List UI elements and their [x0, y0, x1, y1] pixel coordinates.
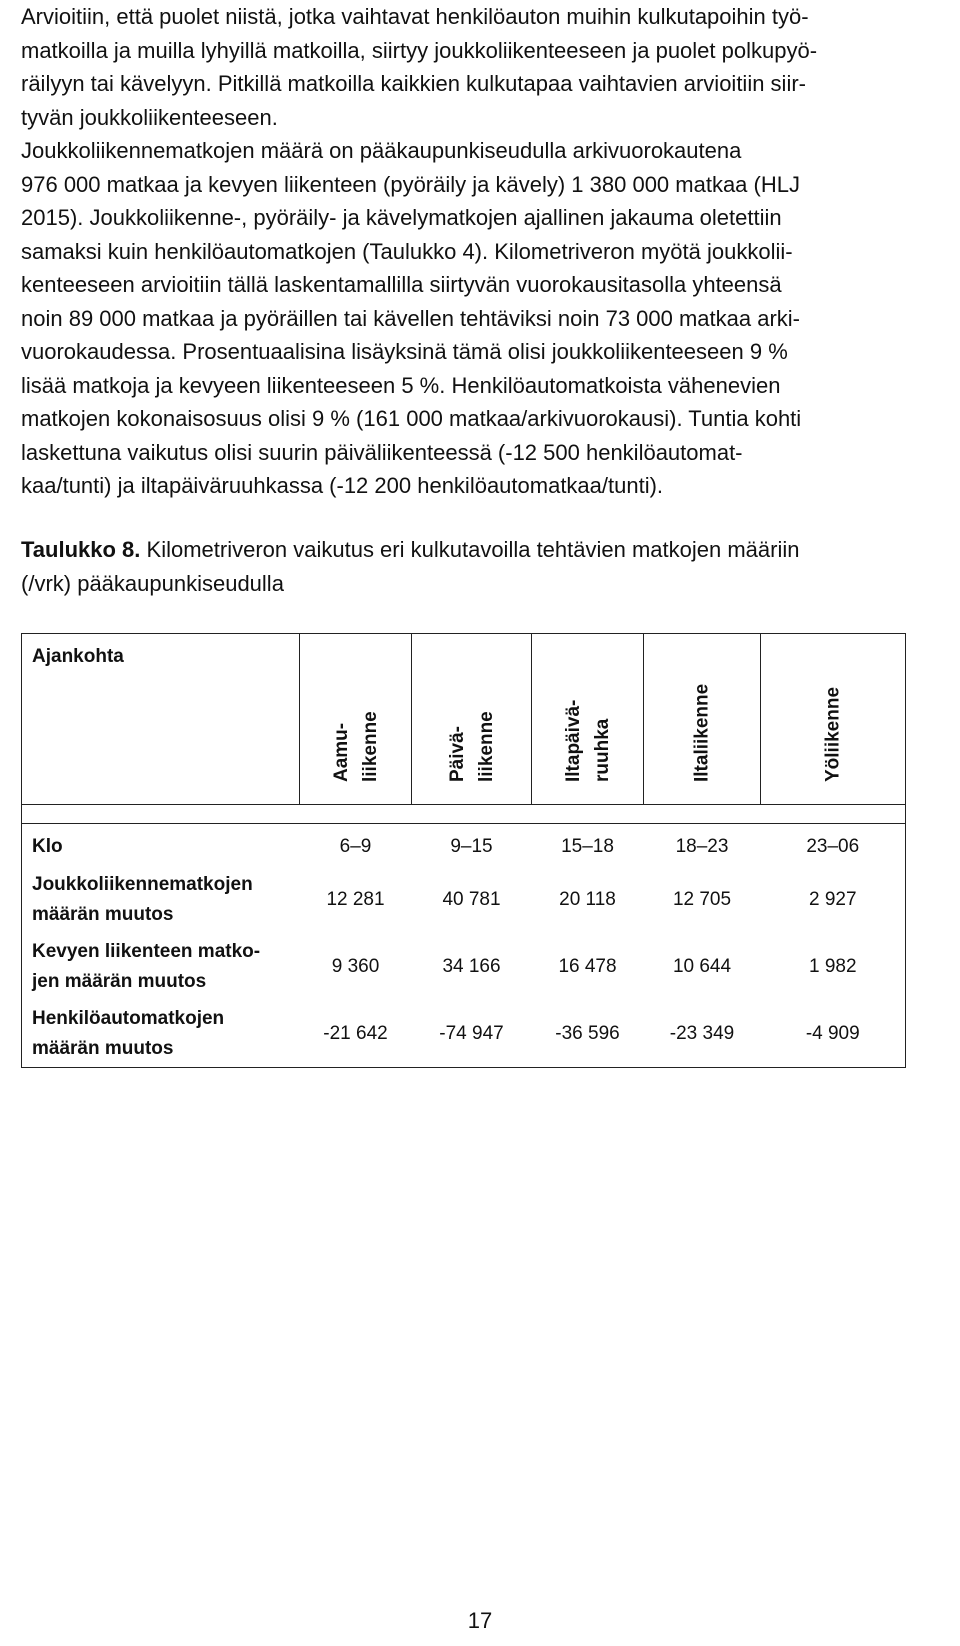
spacer-cell — [761, 805, 906, 824]
paragraph-line: 976 000 matkaa ja kevyen liikenteen (pyöräily ja kävely) 1 380 000 matkaa (HLJ — [21, 171, 800, 197]
value-cell: 10 644 — [672, 955, 732, 977]
document-page — [21, 0, 938, 1059]
klo-cell: 15–18 — [561, 836, 614, 857]
header-text: liikenne — [359, 711, 381, 782]
value-cell: -23 349 — [644, 1000, 761, 1068]
row-label-line: määrän muutos — [32, 903, 174, 925]
value-cell: 2 927 — [761, 866, 906, 933]
header-text: Yöliikenne — [822, 686, 844, 782]
row-label-line: määrän muutos — [32, 1037, 174, 1059]
paragraph-line: Joukkoliikennematkojen määrä on pääkaupunkiseudulla arkivuorokautena — [21, 138, 742, 163]
caption-label: Taulukko 8. — [21, 537, 141, 562]
row-label — [22, 933, 300, 1000]
header-iltaliikenne — [644, 634, 761, 805]
header-yoliikenne — [761, 634, 906, 805]
header-paivaliikenne — [412, 634, 532, 805]
table-row — [22, 1000, 906, 1068]
value-cell: 40 781 — [442, 888, 501, 910]
klo-cell: 6–9 — [339, 836, 372, 857]
spacer-cell — [22, 805, 300, 824]
body-text — [21, 0, 938, 503]
table-row — [22, 933, 906, 1000]
header-text: ruuhka — [591, 718, 613, 782]
spacer-cell — [644, 805, 761, 824]
row-label: Klo — [22, 824, 300, 867]
spacer-cell — [532, 805, 644, 824]
table-header-row — [22, 634, 906, 805]
klo-cell: 9–15 — [450, 836, 493, 857]
row-label-line: jen määrän muutos — [32, 970, 207, 992]
header-aamuliikenne — [300, 634, 412, 805]
value-cell: 16 478 — [558, 955, 617, 977]
value-cell: 1 982 — [761, 933, 906, 1000]
paragraph-line: vuorokaudessa. Prosentuaalisina lisäyksinä tämä olisi joukkoliikenteeseen 9 % — [21, 339, 788, 364]
table-row-klo — [22, 824, 906, 867]
value-cell: 20 118 — [559, 888, 616, 910]
klo-cell: 18–23 — [675, 836, 729, 857]
row-label-line: Henkilöautomatkojen — [32, 1007, 225, 1029]
row-label-line: Kevyen liikenteen matko- — [32, 940, 261, 962]
table-row — [22, 866, 906, 933]
paragraph-line: matkojen kokonaisosuus olisi 9 % (161 000 matkaa/arkivuorokausi). Tuntia kohti — [21, 406, 802, 431]
paragraph-1 — [21, 0, 938, 134]
spacer-cell — [412, 805, 532, 824]
value-cell: 9 360 — [331, 955, 380, 977]
row-label-line: Joukkoliikennematkojen — [32, 873, 253, 895]
results-table — [21, 633, 906, 1068]
header-iltapaivaruuhka — [532, 634, 644, 805]
header-text: liikenne — [475, 711, 497, 782]
paragraph-line: Arvioitiin, että puolet niistä, jotka vaihtavat henkilöauton muihin kulkutapoihin työ- — [21, 4, 809, 29]
paragraph-line: räilyyn tai kävelyyn. Pitkillä matkoilla kaikkien kulkutapaa vaihtavien arvioitiin siir- — [21, 71, 806, 96]
paragraph-line: samaksi kuin henkilöautomatkojen (Taulukko 4). Kilometriveron myötä joukkolii- — [21, 238, 793, 264]
paragraph-line: laskettuna vaikutus olisi suurin päiväliikenteessä (-12 500 henkilöautomat- — [21, 439, 743, 465]
paragraph-line: lisää matkoja ja kevyeen liikenteeseen 5 %. Henkilöautomatkoista vähenevien — [21, 372, 781, 398]
paragraph-line: tyvän joukkoliikenteeseen. — [21, 104, 278, 130]
table-spacer-row — [22, 805, 906, 824]
header-text: Aamu- — [330, 722, 352, 782]
row-label — [22, 866, 300, 933]
klo-cell: 23–06 — [761, 824, 906, 867]
header-ajankohta: Ajankohta — [22, 634, 300, 805]
paragraph-line: noin 89 000 matkaa ja pyöräillen tai kävellen tehtäviksi noin 73 000 matkaa arki- — [21, 305, 801, 331]
header-text: Päivä- — [446, 726, 468, 782]
caption-text-line-2: (/vrk) pääkaupunkiseudulla — [21, 570, 284, 596]
paragraph-line: kaa/tunti) ja iltapäiväruuhkassa (-12 200 henkilöautomatkaa/tunti). — [21, 473, 664, 498]
paragraph-2 — [21, 134, 938, 503]
page-number: 17 — [467, 1608, 493, 1633]
value-cell: 34 166 — [442, 955, 501, 977]
header-text: Iltaliikenne — [691, 683, 713, 782]
table-caption — [21, 533, 938, 600]
row-label — [22, 1000, 300, 1068]
value-cell: -36 596 — [532, 1000, 644, 1068]
value-cell: 12 281 — [326, 888, 385, 910]
paragraph-line: kenteeseen arvioitiin tällä laskentamallilla siirtyvän vuorokausitasolla yhteensä — [21, 272, 782, 297]
value-cell: 12 705 — [672, 888, 732, 910]
paragraph-line: matkoilla ja muilla lyhyillä matkoilla, siirtyy joukkoliikenteeseen ja puolet polkupyö- — [21, 37, 818, 63]
value-cell: -4 909 — [761, 1000, 906, 1068]
spacer-cell — [300, 805, 412, 824]
header-text: Iltapäivä- — [562, 699, 584, 782]
value-cell: -74 947 — [412, 1000, 532, 1068]
paragraph-line: 2015). Joukkoliikenne-, pyöräily- ja kävelymatkojen ajallinen jakauma oletettiin — [21, 205, 782, 230]
value-cell: -21 642 — [300, 1000, 412, 1068]
caption-text: Kilometriveron vaikutus eri kulkutavoilla tehtävien matkojen määriin — [140, 537, 800, 562]
